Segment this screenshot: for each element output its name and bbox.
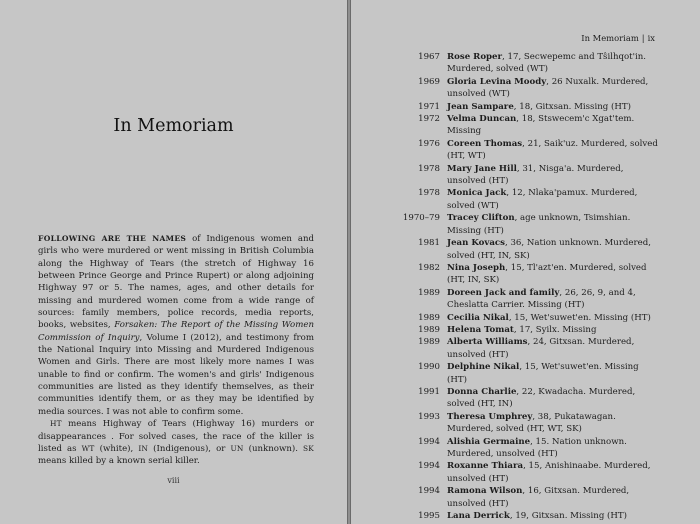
intro-lead: FOLLOWING ARE THE NAMES (38, 234, 187, 243)
entry-text (447, 312, 660, 324)
entry-text (447, 101, 660, 113)
entry-details: , 24, Gitxsan. Murdered, unsolved (HT) (447, 337, 635, 360)
intro-para2-e: means killed by a known serial killer. (38, 456, 200, 467)
entry-year: 1994 (418, 461, 440, 472)
entry-name: Gloria Levina Moody (447, 76, 547, 87)
entry-details: , 31, Nisga'a. Murdered, unsolved (HT) (447, 163, 624, 187)
list-item (398, 361, 660, 386)
entry-year: 1989 (418, 324, 440, 335)
entry-details: , 17, Secwepemc and Tŝilhqot'in. Murdered, solved (WT) (447, 52, 647, 75)
list-item (398, 287, 660, 312)
entry-year: 1994 (418, 436, 440, 447)
entry-details: , 19, Gitxsan. Missing (HT) (509, 511, 627, 522)
entry-details: , 15, Tl'azt'en. Murdered, solved (HT, IN, SK) (447, 262, 647, 286)
entry-text (447, 485, 660, 510)
entry-year: 1994 (418, 486, 440, 497)
entry-details: , 26, 26, 9, and 4, Cheslatta Carrier. Missing (HT) (447, 287, 636, 311)
entry-name: Helena Tomat (447, 324, 514, 335)
entry-text (447, 324, 660, 336)
entry-name: Delphine Nikal (447, 362, 520, 373)
entry-details: , 38, Pukatawagan. Murdered, solved (HT, WT, SK) (447, 411, 616, 435)
entry-year: 1993 (418, 411, 440, 422)
list-item (398, 336, 660, 361)
entry-year: 1995 (418, 511, 440, 522)
list-item (398, 312, 660, 324)
entry-name: Alishia Germaine (447, 436, 531, 447)
entry-name: Velma Duncan (447, 114, 517, 125)
running-head (581, 33, 655, 43)
entry-details: , 16, Gitxsan. Murdered, unsolved (HT) (447, 486, 630, 509)
entry-name: Jean Sampare (447, 101, 514, 112)
entry-name: Nina Joseph (447, 262, 506, 273)
entry-name: Roxanne Thiara (447, 461, 524, 472)
entry-text (447, 336, 660, 361)
list-item (398, 436, 660, 461)
entry-name: Tracey Clifton (447, 213, 515, 224)
entry-name: Rose Roper (447, 52, 503, 62)
entry-text (447, 361, 660, 386)
entry-year: 1989 (418, 287, 440, 298)
entry-details: , 18, Stswecem'c Xgat'tem. Missing (447, 114, 635, 137)
entry-year: 1978 (418, 188, 440, 199)
intro-para2-a: means Highway of Tears (Highway 16) murders or disappearances . For solved cases, the race of the killer is listed as (38, 419, 314, 454)
entry-text (447, 212, 660, 237)
entry-details: , 15. Nation unknown. Murdered, unsolved (HT) (447, 436, 627, 459)
entry-text (447, 510, 660, 522)
entry-details: , 22, Kwadacha. Murdered, solved (HT, IN) (447, 386, 636, 410)
report-title: Forsaken: The Report of the Missing Women Commission of Inquiry (38, 320, 314, 343)
entry-text (447, 436, 660, 461)
entry-name: Monica Jack (447, 188, 507, 199)
list-item (398, 51, 660, 76)
intro-text (38, 233, 314, 468)
entry-name: Coreen Thomas (447, 138, 523, 149)
list-item (398, 187, 660, 212)
intro-paragraph-1 (38, 233, 314, 418)
page-number-right: ix (647, 33, 655, 43)
list-item (398, 101, 660, 113)
entry-text (447, 237, 660, 262)
entry-year: 1967 (418, 52, 440, 62)
entry-name: Jean Kovacs (447, 238, 505, 249)
entry-name: Theresa Umphrey (447, 411, 533, 422)
entry-year: 1971 (418, 101, 440, 112)
page-title: In Memoriam (113, 116, 234, 136)
entry-text (447, 262, 660, 287)
entry-year: 1970–79 (402, 213, 440, 224)
entry-name: Alberta Williams (447, 337, 528, 348)
list-item (398, 138, 660, 163)
entry-text (447, 187, 660, 212)
list-item (398, 485, 660, 510)
left-page (0, 0, 348, 524)
list-item (398, 212, 660, 237)
intro-para2-b: (white), (94, 443, 139, 454)
entry-name: Ramona Wilson (447, 486, 523, 497)
entry-year: 1978 (418, 163, 440, 174)
running-head-separator: | (641, 33, 645, 43)
ht-abbr: HT (50, 419, 62, 429)
entry-name: Doreen Jack and family (447, 287, 560, 298)
sk-abbr: SK (303, 443, 314, 453)
entry-year: 1982 (418, 262, 440, 273)
entry-name: Donna Charlie (447, 386, 517, 397)
entry-details: , 36, Nation unknown. Murdered, solved (HT, IN, SK) (447, 238, 651, 261)
entry-text (447, 287, 660, 312)
un-abbr: UN (230, 443, 244, 453)
list-item (398, 237, 660, 262)
list-item (398, 262, 660, 287)
entry-details: , 17, Syilx. Missing (513, 324, 597, 335)
in-abbr: IN (138, 443, 149, 453)
intro-paragraph-2 (38, 418, 314, 467)
entry-text (447, 138, 660, 163)
entry-details: , 18, Gitxsan. Missing (HT) (513, 101, 631, 112)
entry-text (447, 113, 660, 138)
list-item (398, 510, 660, 522)
entry-details: , 15, Anishinaabe. Murdered, unsolved (HT) (447, 461, 651, 484)
entry-year: 1976 (418, 138, 440, 149)
entry-year: 1969 (418, 76, 440, 87)
list-item (398, 386, 660, 411)
entry-year: 1972 (418, 114, 440, 125)
entry-name: Mary Jane Hill (447, 163, 517, 174)
intro-para1-part2: , Volume I (2012), and testimony from the National Inquiry into Missing and Murdered Indigenous Women and Girls. There are most likely more names I was unable to find or confirm. The women's and girls' Indigenous communities are listed as they identify themselves, as their communities identify them, or as they may be identified by media sources. I was not able to confirm some. (38, 332, 314, 417)
entry-name: Cecilia Nikal (447, 312, 509, 323)
entry-details: , 21, Saik'uz. Murdered, solved (HT, WT) (447, 138, 658, 162)
running-head-title: In Memoriam (581, 33, 639, 43)
entry-year: 1991 (418, 386, 440, 397)
wt-abbr: WT (81, 443, 95, 453)
list-item (398, 113, 660, 138)
entry-text (447, 411, 660, 436)
entry-details: , 15, Wet'suwet'en. Missing (HT) (508, 312, 651, 323)
intro-para2-d: (unknown). (243, 443, 304, 454)
entry-year: 1989 (418, 312, 440, 323)
entry-text (447, 51, 660, 76)
entry-text (447, 460, 660, 485)
entry-details: , age unknown, Tsimshian. Missing (HT) (447, 213, 631, 236)
entry-details: , 26 Nuxalk. Murdered, unsolved (WT) (447, 76, 649, 100)
list-item (398, 76, 660, 101)
entry-text (447, 386, 660, 411)
list-item (398, 324, 660, 336)
entry-name: Lana Derrick (447, 511, 510, 522)
list-item (398, 460, 660, 485)
intro-para2-c: (Indigenous), or (148, 443, 231, 454)
intro-para1-part1: of Indigenous women and girls who were murdered or went missing in British Columbia along the Highway of Tears (the stretch of Highway 16 between Prince George and Prince Rupert) or along adjoining Highway 97 or 5. The names, ages, and other details for missing and murdered women come from a wide range of sources: family members, police records, media reports, books, websites, (38, 234, 314, 331)
list-item (398, 163, 660, 188)
entry-details: , 15, Wet'suwet'en. Missing (HT) (447, 362, 639, 385)
list-item (398, 411, 660, 436)
entry-text (447, 163, 660, 188)
memorial-list (398, 51, 660, 522)
entry-year: 1990 (418, 362, 440, 373)
page-number-left: viii (167, 476, 180, 485)
entry-year: 1989 (418, 337, 440, 348)
entry-year: 1981 (418, 238, 440, 249)
entry-text (447, 76, 660, 101)
entry-details: , 12, Nlaka'pamux. Murdered, solved (WT) (447, 188, 638, 211)
